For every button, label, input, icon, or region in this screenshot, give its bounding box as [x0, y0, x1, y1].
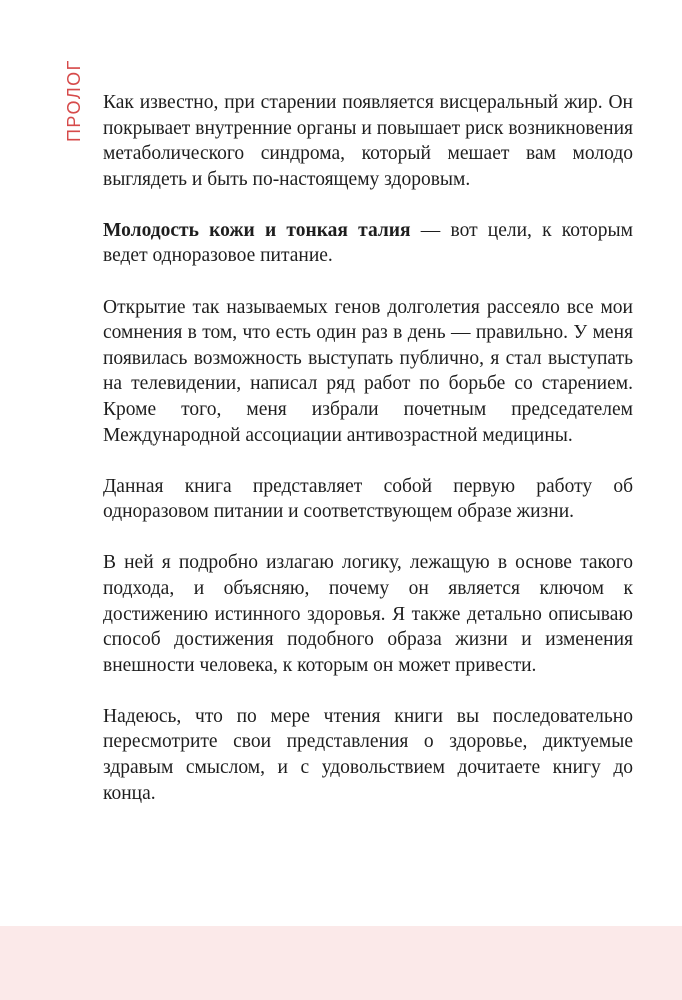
paragraph-5: В ней я подробно излагаю логику, лежащую в основе такого подхода, и объясняю, почему он является ключом к достижению истинного здоровья. Я также детально описываю способ достижения подобного образа жизни и изменения внешности человека, к которым он может привести. [103, 552, 633, 676]
paragraph-2-rest: — вот цели, к которым ведет одноразовое питание. [103, 219, 633, 267]
prologue-body [103, 90, 633, 832]
footer-band [0, 926, 682, 1000]
paragraph-3: Открытие так называемых генов долголетия рассеяло все мои сомнения в том, что есть один раз в день — правильно. У меня появилась возможность выступать публично, я стал выступать на телевидении, написал ряд работ по борьбе со старением. Кроме того, меня избрали почетным председателем Международной ассоциации антивозрастной медицины. [103, 296, 633, 446]
paragraph-6: Надеюсь, что по мере чтения книги вы последовательно пересмотрите свои представления о здоровье, диктуемые здравым смыслом, и с удовольствием дочитаете книгу до конца. [103, 705, 633, 804]
section-label [42, 60, 82, 160]
paragraph-2-bold: Молодость кожи и тонкая талия [103, 219, 411, 241]
paragraph-2 [103, 218, 633, 269]
paragraph-1: Как известно, при старении появляется висцеральный жир. Он покрывает внутренние органы и повышает риск возникновения метаболического синдрома, который мешает вам молодо выглядеть и быть по-настоящему здоровым. [103, 92, 633, 190]
section-label-text: ПРОЛОГ [64, 59, 84, 142]
paragraph-4: Данная книга представляет собой первую работу об одноразовом питании и соответствующем образе жизни. [103, 475, 633, 523]
